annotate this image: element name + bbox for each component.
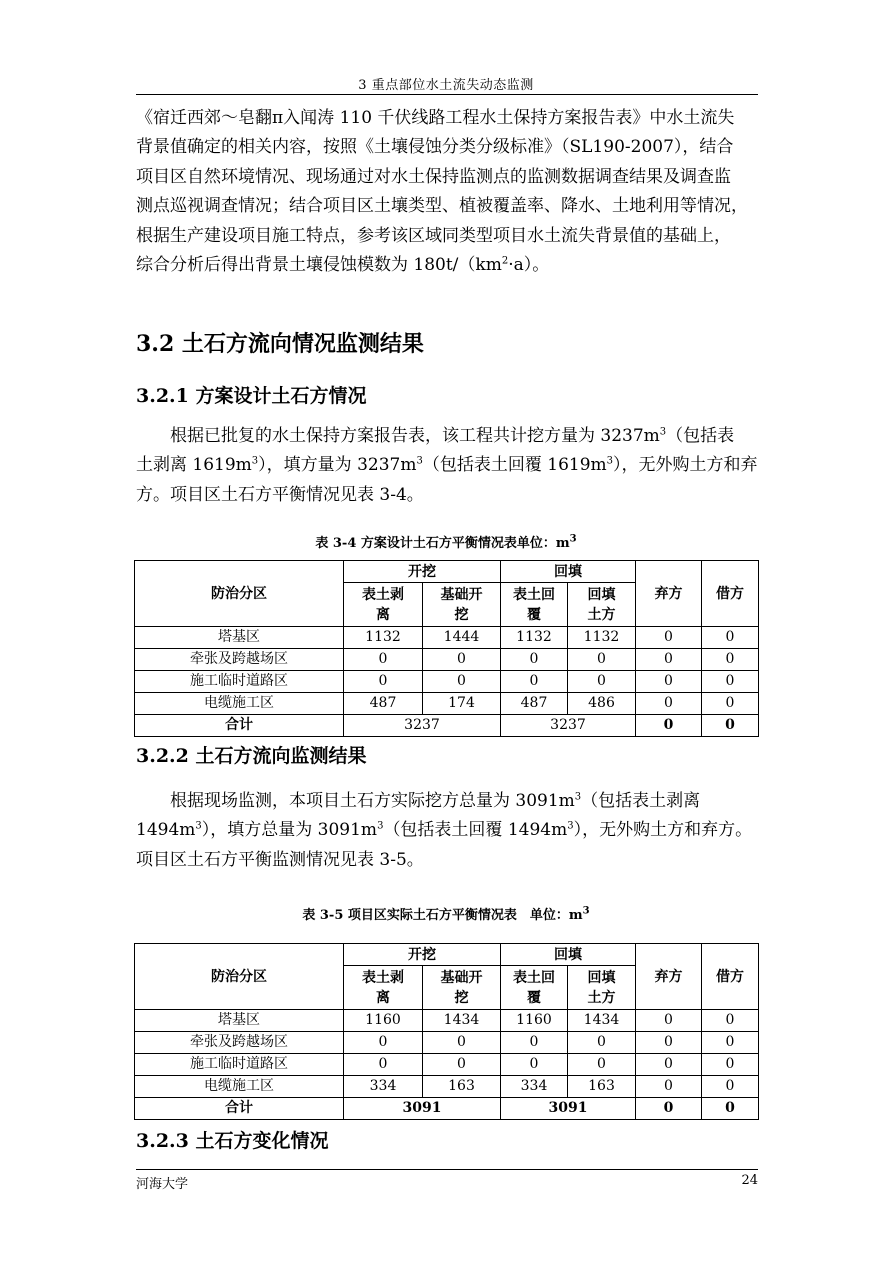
cell: 0 (568, 1054, 636, 1076)
section-3-2-2-paragraph (136, 787, 758, 875)
cell: 174 (423, 693, 501, 715)
cell-zone: 牵张及跨越场区 (135, 1032, 344, 1054)
cell: 0 (501, 1054, 568, 1076)
cell: 487 (344, 693, 423, 715)
header-fill-earth: 回填土方 (568, 966, 636, 1010)
cell-zone: 电缆施工区 (135, 1076, 344, 1098)
section-3-2-2-heading: 3.2.2 土石方流向监测结果 (136, 745, 367, 767)
cell: 0 (636, 1054, 702, 1076)
header-exc-foundation: 基础开挖 (423, 583, 501, 627)
header-rule (136, 94, 758, 95)
footer-institution: 河海大学 (136, 1177, 189, 1192)
cell: 334 (344, 1076, 423, 1098)
cell: 0 (702, 693, 759, 715)
section-3-2-3-heading: 3.2.3 土石方变化情况 (136, 1130, 329, 1152)
table-row (135, 1054, 759, 1076)
cell-total-borrow: 0 (702, 715, 759, 737)
cell: 0 (702, 649, 759, 671)
cell-zone: 塔基区 (135, 1010, 344, 1032)
cell: 0 (636, 649, 702, 671)
footer-rule (136, 1169, 758, 1170)
cell: 1160 (344, 1010, 423, 1032)
para-line: 根据已批复的水土保持方案报告表，该工程共计挖方量为 $3237m^3$（包括表 (136, 426, 735, 446)
header-waste: 弃方 (636, 561, 702, 627)
cell: 0 (423, 1032, 501, 1054)
intro-line: 背景值确定的相关内容，按照《土壤侵蚀分类分级标准》（SL190-2007），结合 (136, 137, 734, 158)
table-row (135, 627, 759, 649)
cell: 0 (702, 671, 759, 693)
cell: 0 (423, 649, 501, 671)
cell: 163 (423, 1076, 501, 1098)
cell: 0 (702, 1032, 759, 1054)
cell: 0 (423, 1054, 501, 1076)
table-3-4-caption: 表 3-4 方案设计土石方平衡情况表单位：$m^3$ (315, 533, 577, 551)
cell: 0 (636, 671, 702, 693)
cell: 0 (702, 1054, 759, 1076)
header-exc-topsoil: 表土剥离 (344, 966, 423, 1010)
cell: 0 (702, 1076, 759, 1098)
para-line: 根据现场监测，本项目土石方实际挖方总量为 $3091m^3$（包括表土剥离 (136, 791, 701, 811)
cell: 0 (636, 627, 702, 649)
cell: 163 (568, 1076, 636, 1098)
cell: 1132 (344, 627, 423, 649)
header-waste: 弃方 (636, 944, 702, 1010)
table-row (135, 1076, 759, 1098)
header-zone: 防治分区 (135, 944, 344, 1010)
cell: 1132 (568, 627, 636, 649)
cell: 0 (568, 649, 636, 671)
cell: 0 (344, 1032, 423, 1054)
cell-total-label: 合计 (135, 1098, 344, 1120)
intro-line: 根据生产建设项目施工特点，参考该区域同类型项目水土流失背景值的基础上， (136, 225, 731, 246)
cell: 1160 (501, 1010, 568, 1032)
cell: 487 (501, 693, 568, 715)
table-row (135, 1010, 759, 1032)
intro-line: 《宿迁西郊～皂翻π入闻涛 110 千伏线路工程水土保持方案报告表》中水土流失 (136, 108, 735, 128)
cell: 0 (636, 693, 702, 715)
header-fill: 回填 (501, 944, 636, 966)
intro-line-last: 综合分析后得出背景土壤侵蚀模数为 $180t/(km^2\cdot a)$。 (136, 254, 550, 275)
cell: 1444 (423, 627, 501, 649)
cell: 0 (501, 1032, 568, 1054)
cell: 0 (501, 649, 568, 671)
cell: 0 (636, 1032, 702, 1054)
header-borrow: 借方 (702, 561, 759, 627)
cell: 0 (636, 1076, 702, 1098)
cell-total-fill: 3091 (501, 1098, 636, 1120)
table-total-row (135, 715, 759, 737)
cell: 486 (568, 693, 636, 715)
section-3-2-1-paragraph (136, 422, 758, 510)
cell: 1434 (423, 1010, 501, 1032)
header-fill-topsoil: 表土回覆 (501, 583, 568, 627)
cell: 0 (344, 649, 423, 671)
page-number: 24 (741, 1173, 758, 1188)
cell: 0 (568, 671, 636, 693)
cell-total-borrow: 0 (702, 1098, 759, 1120)
header-fill-earth: 回填土方 (568, 583, 636, 627)
cell-total-fill: 3237 (501, 715, 636, 737)
cell: 0 (702, 627, 759, 649)
header-exc-foundation: 基础开挖 (423, 966, 501, 1010)
header-fill: 回填 (501, 561, 636, 583)
intro-paragraph (136, 104, 758, 280)
cell-total-excavation: 3237 (344, 715, 501, 737)
para-line: 项目区土石方平衡监测情况见表 3-5。 (136, 849, 424, 870)
intro-line: 测点巡视调查情况；结合项目区土壤类型、植被覆盖率、降水、土地利用等情况， (136, 196, 748, 217)
cell: 0 (702, 1010, 759, 1032)
cell: 0 (636, 1010, 702, 1032)
cell: 0 (423, 671, 501, 693)
section-3-2-1-heading: 3.2.1 方案设计土石方情况 (136, 385, 367, 407)
para-line: 方。项目区土石方平衡情况见表 3-4。 (136, 484, 424, 505)
cell: 0 (344, 1054, 423, 1076)
cell-total-waste: 0 (636, 1098, 702, 1120)
table-row (135, 671, 759, 693)
header-excavation: 开挖 (344, 561, 501, 583)
para-line: 土剥离 $1619m^3$），填方量为 $3237m^3$（包括表土回覆 $1619m^3$），无外购土方和弃 (136, 455, 758, 476)
table-3-5-caption: 表 3-5 项目区实际土石方平衡情况表 单位：$m^3$ (302, 905, 590, 923)
header-excavation: 开挖 (344, 944, 501, 966)
header-borrow: 借方 (702, 944, 759, 1010)
cell-total-excavation: 3091 (344, 1098, 501, 1120)
table-row (135, 693, 759, 715)
cell-total-waste: 0 (636, 715, 702, 737)
table-3-4 (134, 560, 759, 737)
section-3-2-heading: 3.2 土石方流向情况监测结果 (136, 331, 424, 357)
cell: 1132 (501, 627, 568, 649)
header-fill-topsoil: 表土回覆 (501, 966, 568, 1010)
table-row (135, 649, 759, 671)
cell: 0 (568, 1032, 636, 1054)
cell-zone: 塔基区 (135, 627, 344, 649)
cell: 0 (344, 671, 423, 693)
header-zone: 防治分区 (135, 561, 344, 627)
cell-zone: 施工临时道路区 (135, 1054, 344, 1076)
cell-zone: 电缆施工区 (135, 693, 344, 715)
cell-zone: 牵张及跨越场区 (135, 649, 344, 671)
header-exc-topsoil: 表土剥离 (344, 583, 423, 627)
intro-line: 项目区自然环境情况、现场通过对水土保持监测点的监测数据调查结果及调查监 (136, 166, 731, 187)
table-row (135, 1032, 759, 1054)
table-3-5 (134, 943, 759, 1120)
running-header: 3 重点部位水土流失动态监测 (358, 78, 534, 93)
cell-zone: 施工临时道路区 (135, 671, 344, 693)
table-total-row (135, 1098, 759, 1120)
cell: 0 (501, 671, 568, 693)
para-line: $1494m^3$），填方总量为 $3091m^3$（包括表土回覆 $1494m^3$），无外购土方和弃方。 (136, 820, 753, 841)
cell-total-label: 合计 (135, 715, 344, 737)
cell: 1434 (568, 1010, 636, 1032)
cell: 334 (501, 1076, 568, 1098)
